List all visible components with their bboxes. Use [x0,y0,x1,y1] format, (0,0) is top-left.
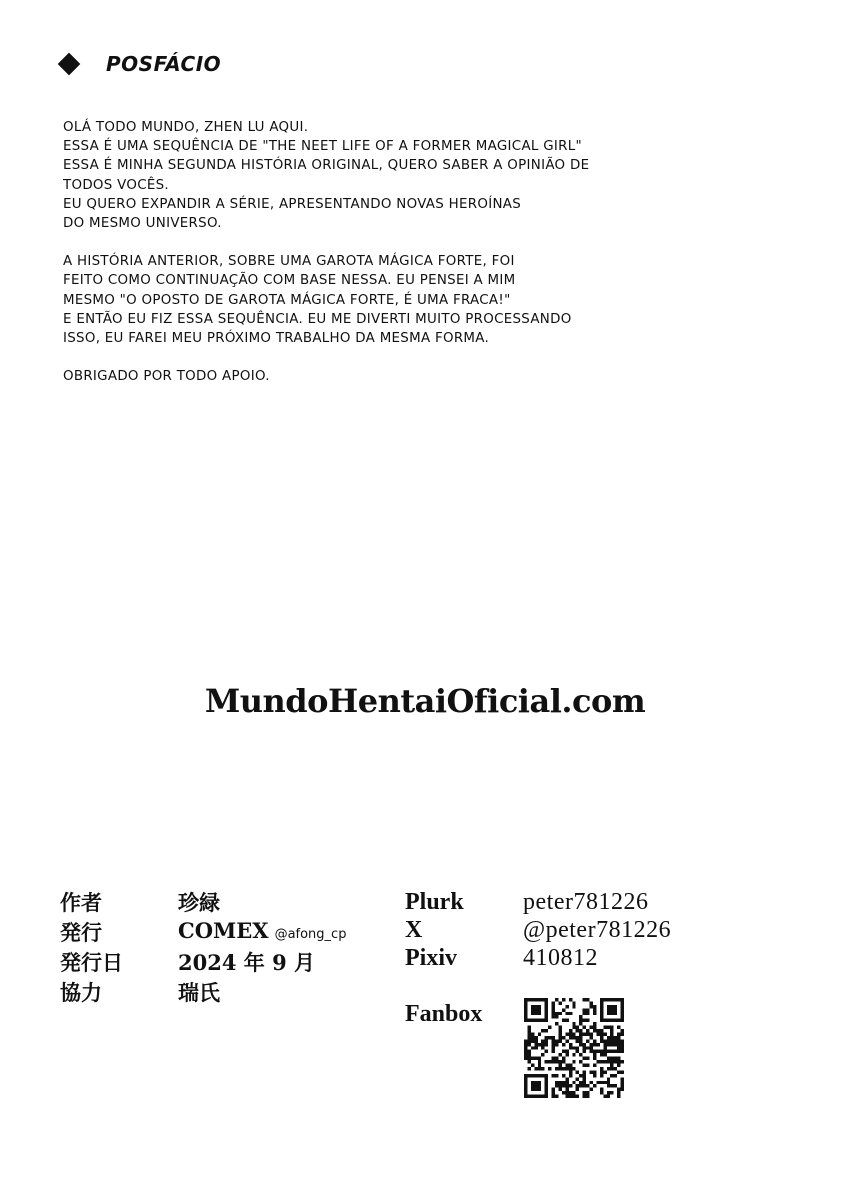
support-value: 瑞氏 [178,980,220,1005]
site-watermark: MundoHentaiOficial.com [204,682,646,720]
x-label: X [405,917,423,943]
postscript-heading [58,52,221,76]
body-paragraph-3: OBRIGADO POR TODO APOIO. [63,369,270,385]
body-paragraph-1: OLÁ TODO MUNDO, ZHEN LU AQUI. ESSA É UMA SEQUÊNCIA DE "THE NEET LIFE OF A FORMER MAGICAL GIRL" ESSA É MINHA SEGUNDA HISTÓRIA ORIGINAL, QUERO SABER A OPINIÃO DE TODOS VOCÊS. EU QUERO EXPANDIR A SÉRIE, APRESENTANDO NOVAS HEROÍNAS DO MESMO UNIVERSO. [63,120,590,232]
credit-row-author [60,888,346,918]
plurk-value: peter781226 [523,889,649,915]
support-label: 協力 [60,980,102,1005]
publisher-value-group [178,916,346,950]
social-links [405,888,671,972]
link-row-pixiv [405,944,671,972]
credits-block [60,888,346,1008]
qr-code-icon [524,998,624,1098]
x-value: @peter781226 [523,917,672,943]
body-paragraph-2: A HISTÓRIA ANTERIOR, SOBRE UMA GAROTA MÁGICA FORTE, FOI FEITO COMO CONTINUAÇÃO COM BASE NESSA. EU PENSEI A MIM MESMO "O OPOSTO DE GAROTA MÁGICA FORTE, É UMA FRACA!" E ENTÃO EU FIZ ESSA SEQUÊNCIA. EU ME DIVERTI MUITO PROCESSANDO ISSO, EU FAREI MEU PRÓXIMO TRABALHO DA MESMA FORMA. [63,254,572,347]
author-label: 作者 [60,890,102,915]
link-row-plurk [405,888,671,916]
credit-row-publisher [60,918,346,948]
pixiv-label: Pixiv [405,945,457,971]
diamond-bullet-icon [58,53,80,75]
date-value: 2024 年 9 月 [178,950,315,975]
credit-row-support [60,978,346,1008]
link-row-x [405,916,671,944]
author-value: 珍緑 [178,890,220,915]
publisher-value: COMEX [178,918,269,943]
postscript-body [63,118,723,405]
credit-row-date [60,948,346,978]
heading-title: POSFÁCIO [106,52,222,76]
date-label: 発行日 [60,950,123,975]
publisher-label: 発行 [60,920,102,945]
plurk-label: Plurk [405,889,464,915]
publisher-handle: @afong_cp [274,927,347,942]
pixiv-value: 410812 [523,945,598,971]
fanbox-label: Fanbox [405,1001,483,1027]
